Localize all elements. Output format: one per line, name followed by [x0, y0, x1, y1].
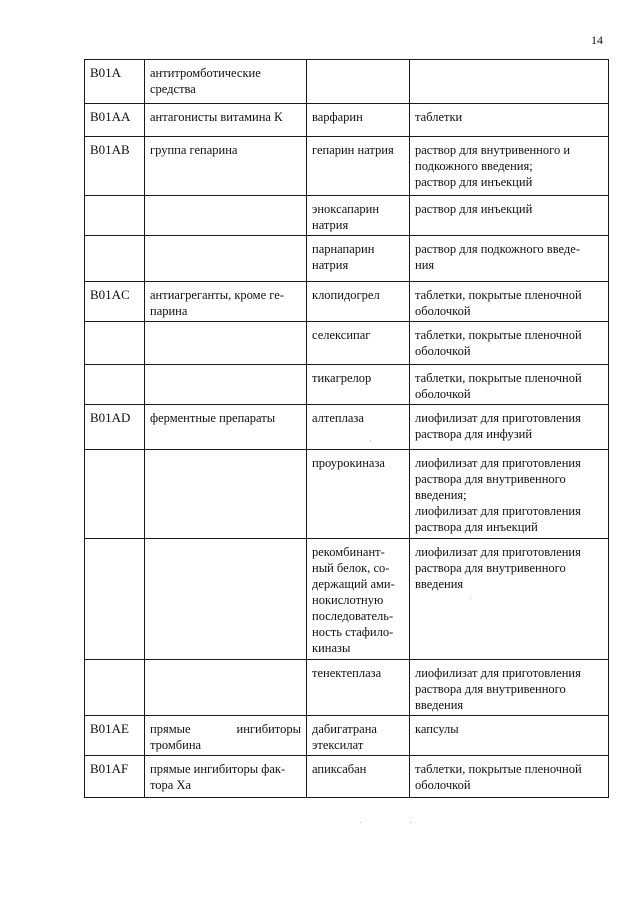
atc-code-cell	[85, 539, 145, 660]
drug-text-line: дабигатрана	[312, 722, 377, 736]
group-text-line: тромбина	[150, 738, 202, 752]
atc-code-cell	[85, 104, 145, 137]
atc-code-cell	[85, 365, 145, 405]
drug-text-line: гепарин натрия	[312, 143, 394, 157]
atc-code-cell	[85, 196, 145, 236]
table-row	[85, 60, 609, 104]
drug-text-line: варфарин	[312, 110, 363, 124]
group-name-cell	[145, 450, 307, 539]
table-row	[85, 282, 609, 322]
form-text-line: раствора для инфузий	[415, 427, 533, 441]
form-text-line: раствора для внутривенного	[415, 472, 566, 486]
table-row	[85, 660, 609, 716]
scan-speck	[410, 822, 411, 823]
table-row	[85, 405, 609, 450]
form-text-line: таблетки, покрытые пленочной	[415, 288, 582, 302]
group-text-line: антагонисты витамина К	[150, 110, 283, 124]
group-name-cell	[145, 196, 307, 236]
atc-code: B01AC	[90, 287, 130, 302]
drug-text-line: клопидогрел	[312, 288, 380, 302]
dosage-form-cell	[410, 282, 609, 322]
drug-text-line: проурокиназа	[312, 456, 385, 470]
atc-code: B01AF	[90, 761, 129, 776]
dosage-form-cell	[410, 405, 609, 450]
atc-code-cell	[85, 236, 145, 282]
drug-name-cell	[307, 450, 410, 539]
drug-name-cell	[307, 756, 410, 798]
form-text-line: введения;	[415, 488, 467, 502]
atc-code: B01AD	[90, 410, 131, 425]
group-name-cell	[145, 322, 307, 365]
atc-code-cell	[85, 756, 145, 798]
form-text-line: раствора для инъекций	[415, 520, 538, 534]
atc-code: B01AA	[90, 109, 131, 124]
group-text-line: средства	[150, 82, 196, 96]
drug-text-line: натрия	[312, 218, 349, 232]
dosage-form-cell	[410, 236, 609, 282]
dosage-form-cell	[410, 322, 609, 365]
drug-text-line: селексипаг	[312, 328, 371, 342]
dosage-form-cell	[410, 716, 609, 756]
atc-code-cell	[85, 322, 145, 365]
atc-code-cell	[85, 716, 145, 756]
dosage-form-cell	[410, 196, 609, 236]
drug-text-line: ность стафило-	[312, 625, 394, 639]
dosage-form-cell	[410, 660, 609, 716]
dosage-form-cell	[410, 450, 609, 539]
table-row	[85, 450, 609, 539]
form-text-line: лиофилизат для приготовления	[415, 545, 581, 559]
form-text-line: оболочкой	[415, 344, 471, 358]
drug-name-cell	[307, 660, 410, 716]
form-text-line: таблетки, покрытые пленочной	[415, 328, 582, 342]
group-name-cell	[145, 137, 307, 196]
form-text-line: раствор для инъекций	[415, 175, 533, 189]
form-text-line: раствор для внутривенного и	[415, 143, 571, 157]
atc-code: B01AB	[90, 142, 130, 157]
table-row	[85, 322, 609, 365]
atc-code-cell	[85, 137, 145, 196]
drug-text-line: рекомбинант-	[312, 545, 385, 559]
form-text-line: таблетки, покрытые пленочной	[415, 762, 582, 776]
atc-code: B01AE	[90, 721, 129, 736]
table-row	[85, 756, 609, 798]
scan-speck	[470, 598, 471, 599]
page-number: 14	[591, 33, 603, 47]
atc-drug-table	[84, 59, 609, 798]
scan-speck	[370, 440, 371, 441]
group-text-line: группа гепарина	[150, 143, 238, 157]
group-name-cell	[145, 365, 307, 405]
form-text-line: оболочкой	[415, 304, 471, 318]
atc-code-cell	[85, 405, 145, 450]
form-text-line: введения	[415, 577, 464, 591]
form-text-line: ния	[415, 258, 435, 272]
form-text-line: введения	[415, 698, 464, 712]
scan-speck	[360, 822, 361, 823]
drug-text-line: держащий ами-	[312, 577, 395, 591]
group-text-line: прямые ингибиторы фак-	[150, 762, 286, 776]
drug-name-cell	[307, 60, 410, 104]
drug-text-line: тенектеплаза	[312, 666, 382, 680]
group-text-line: антитромботические	[150, 66, 261, 80]
dosage-form-cell	[410, 756, 609, 798]
table-row	[85, 365, 609, 405]
group-name-cell	[145, 104, 307, 137]
drug-name-cell	[307, 716, 410, 756]
dosage-form-cell	[410, 539, 609, 660]
drug-name-cell	[307, 196, 410, 236]
group-name-cell	[145, 405, 307, 450]
table-row	[85, 104, 609, 137]
group-text-line: антиагреганты, кроме ге-	[150, 288, 284, 302]
form-text-line: таблетки	[415, 110, 463, 124]
group-name-cell	[145, 539, 307, 660]
form-text-line: лиофилизат для приготовления	[415, 666, 581, 680]
group-name-cell	[145, 660, 307, 716]
form-text-line: раствор для инъекций	[415, 202, 533, 216]
drug-name-cell	[307, 104, 410, 137]
group-text-line: тора Ха	[150, 778, 192, 792]
drug-text-line: апиксабан	[312, 762, 367, 776]
table-row	[85, 539, 609, 660]
drug-name-cell	[307, 365, 410, 405]
drug-text-line: нокислотную	[312, 593, 384, 607]
dosage-form-cell	[410, 365, 609, 405]
form-text-line: раствор для подкожного введе-	[415, 242, 580, 256]
group-text-line: парина	[150, 304, 188, 318]
drug-text-line: киназы	[312, 641, 351, 655]
group-name-cell	[145, 716, 307, 756]
form-text-line: капсулы	[415, 722, 459, 736]
drug-name-cell	[307, 236, 410, 282]
form-text-line: лиофилизат для приготовления	[415, 411, 581, 425]
atc-code-cell	[85, 660, 145, 716]
drug-text-line: алтеплаза	[312, 411, 364, 425]
group-name-cell	[145, 60, 307, 104]
form-text-line: подкожного введения;	[415, 159, 533, 173]
drug-name-cell	[307, 322, 410, 365]
drug-name-cell	[307, 137, 410, 196]
form-text-line: лиофилизат для приготовления	[415, 456, 581, 470]
drug-text-line: тикагрелор	[312, 371, 372, 385]
group-text-line: ферментные препараты	[150, 411, 276, 425]
group-name-cell	[145, 756, 307, 798]
drug-name-cell	[307, 405, 410, 450]
drug-name-cell	[307, 539, 410, 660]
table-row	[85, 236, 609, 282]
dosage-form-cell	[410, 104, 609, 137]
drug-text-line: ный белок, со-	[312, 561, 390, 575]
form-text-line: оболочкой	[415, 387, 471, 401]
drug-name-cell	[307, 282, 410, 322]
atc-code-cell	[85, 282, 145, 322]
form-text-line: лиофилизат для приготовления	[415, 504, 581, 518]
drug-text-line: эноксапарин	[312, 202, 380, 216]
atc-code-cell	[85, 60, 145, 104]
drug-text-line: этексилат	[312, 738, 364, 752]
group-name-cell	[145, 282, 307, 322]
form-text-line: раствора для внутривенного	[415, 561, 566, 575]
table-row	[85, 716, 609, 756]
drug-text-line: натрия	[312, 258, 349, 272]
group-name-cell	[145, 236, 307, 282]
dosage-form-cell	[410, 137, 609, 196]
group-text-line: прямые ингибиторы	[150, 722, 301, 736]
drug-text-line: последователь-	[312, 609, 394, 623]
drug-text-line: парнапарин	[312, 242, 375, 256]
table-row	[85, 196, 609, 236]
atc-code: B01A	[90, 65, 122, 80]
form-text-line: таблетки, покрытые пленочной	[415, 371, 582, 385]
form-text-line: оболочкой	[415, 778, 471, 792]
dosage-form-cell	[410, 60, 609, 104]
table-row	[85, 137, 609, 196]
form-text-line: раствора для внутривенного	[415, 682, 566, 696]
atc-code-cell	[85, 450, 145, 539]
